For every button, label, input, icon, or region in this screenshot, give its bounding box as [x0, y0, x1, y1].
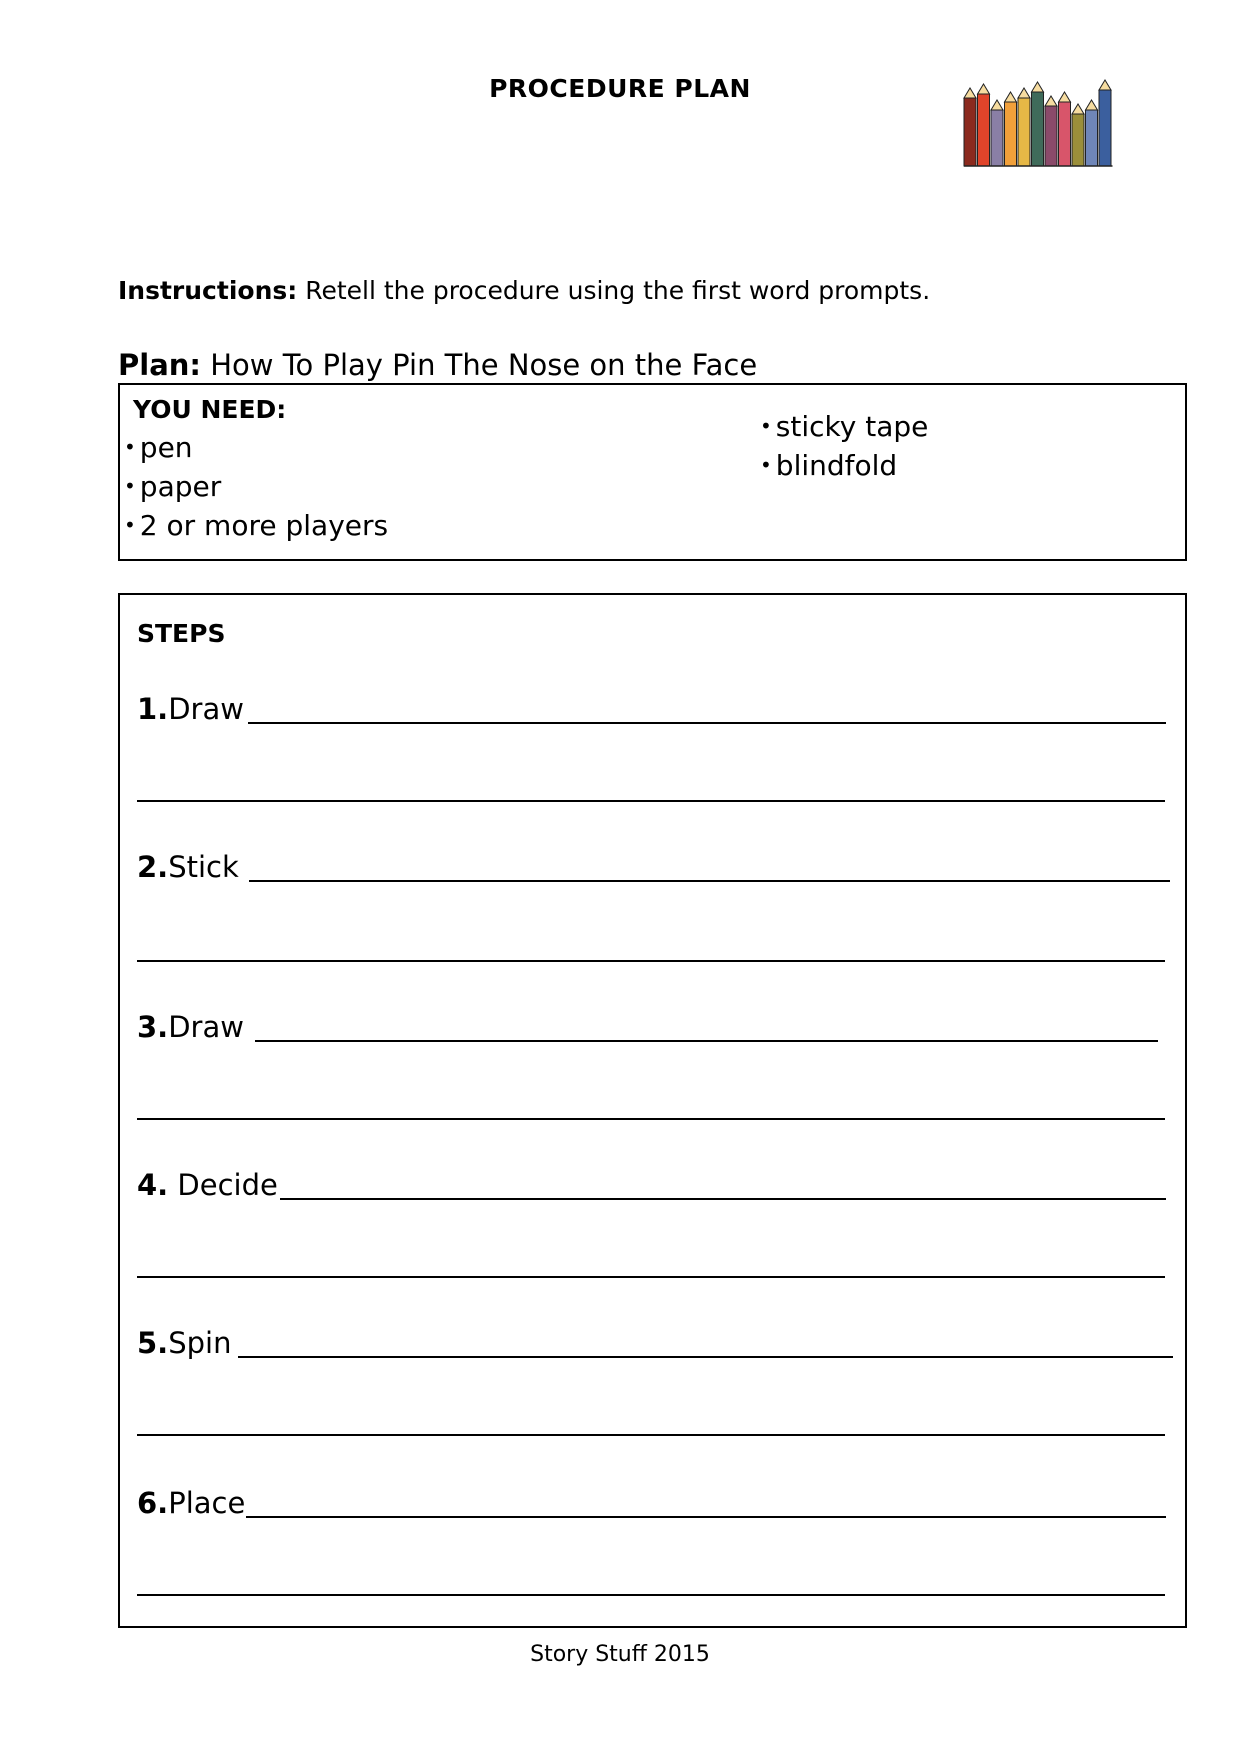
plan-label: Plan: — [118, 348, 202, 382]
step-4-answer-line[interactable] — [280, 1198, 1166, 1200]
plan-text: How To Play Pin The Nose on the Face — [201, 348, 758, 382]
pencil-body — [1005, 102, 1017, 166]
pencil-tip — [1032, 82, 1044, 92]
pencil-tip — [1005, 92, 1017, 102]
step-6-answer-line[interactable] — [246, 1516, 1166, 1518]
steps-box — [118, 593, 1187, 1628]
pencil-tip — [991, 100, 1003, 110]
pencil-tip — [1099, 80, 1111, 90]
colored-pencils-icon — [962, 70, 1122, 170]
step-5-answer-line-2[interactable] — [137, 1434, 1165, 1436]
step-3-answer-line[interactable] — [255, 1040, 1158, 1042]
instructions — [118, 276, 930, 305]
step-5-prompt: 5.Spin — [137, 1326, 232, 1360]
step-2 — [137, 846, 1177, 886]
pencil-body — [964, 98, 976, 166]
step-5-answer-line[interactable] — [238, 1356, 1173, 1358]
list-item: • pen — [124, 431, 193, 464]
list-item: • paper — [124, 470, 222, 503]
you-need-title: YOU NEED: — [133, 395, 287, 424]
step-5 — [137, 1322, 1177, 1362]
pencil-tip — [1045, 96, 1057, 106]
pencil-tip — [964, 88, 976, 98]
step-2-answer-line-2[interactable] — [137, 960, 1165, 962]
pencil-tip — [1086, 100, 1098, 110]
step-1 — [137, 688, 1177, 728]
instructions-text: Retell the procedure using the first word prompts. — [297, 276, 931, 305]
step-1-answer-line[interactable] — [248, 722, 1166, 724]
step-3 — [137, 1006, 1177, 1046]
pencil-body — [991, 110, 1003, 166]
pencil-body — [1072, 114, 1084, 166]
pencil-tip — [1018, 88, 1030, 98]
page-title: PROCEDURE PLAN — [489, 74, 751, 103]
pencil-body — [978, 94, 990, 166]
pencil-body — [1086, 110, 1098, 166]
pencil-body — [1099, 90, 1111, 166]
list-item: • sticky tape — [760, 410, 929, 443]
step-4-answer-line-2[interactable] — [137, 1276, 1165, 1278]
pencil-tip — [1059, 92, 1071, 102]
you-need-list-right — [760, 407, 928, 485]
step-3-answer-line-2[interactable] — [137, 1118, 1165, 1120]
step-6-prompt: 6.Place — [137, 1486, 246, 1520]
pencil-tip — [978, 84, 990, 94]
steps-title: STEPS — [137, 619, 226, 648]
you-need-box — [118, 383, 1187, 561]
pencil-body — [1018, 98, 1030, 166]
list-item: • 2 or more players — [124, 509, 389, 542]
step-6-answer-line-2[interactable] — [137, 1594, 1165, 1596]
step-3-prompt: 3.Draw — [137, 1010, 244, 1044]
step-1-prompt: 1.Draw — [137, 692, 244, 726]
pencil-body — [1045, 106, 1057, 166]
step-2-answer-line[interactable] — [249, 880, 1170, 882]
footer-credit: Story Stuff 2015 — [530, 1642, 710, 1667]
step-4 — [137, 1164, 1177, 1204]
step-4-prompt: 4. Decide — [137, 1168, 278, 1202]
pencil-body — [1059, 102, 1071, 166]
pencil-tip — [1072, 104, 1084, 114]
pencil-body — [1032, 92, 1044, 166]
step-6 — [137, 1482, 1177, 1522]
you-need-list-left — [124, 428, 388, 545]
step-1-answer-line-2[interactable] — [137, 800, 1165, 802]
step-2-prompt: 2.Stick — [137, 850, 239, 884]
list-item: • blindfold — [760, 449, 898, 482]
instructions-label: Instructions: — [118, 276, 298, 305]
plan-title — [118, 348, 757, 382]
